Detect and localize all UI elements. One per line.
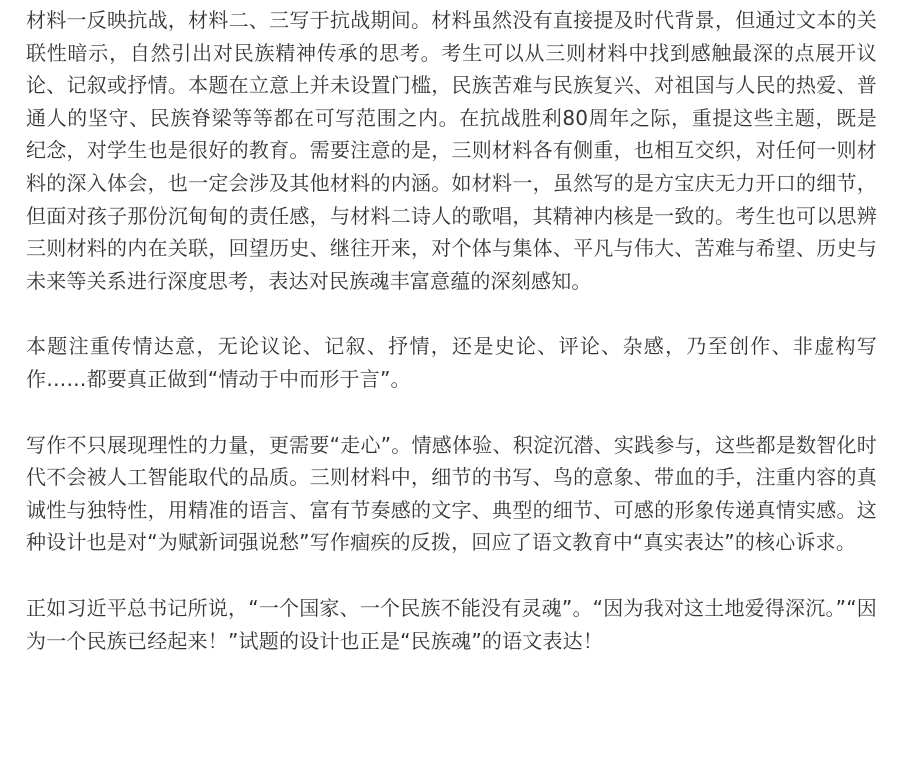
paragraph-national-soul: 正如习近平总书记所说，“一个国家、一个民族不能没有灵魂”。“因为我对这土地爱得深沉。”“因为一个民族已经起来！”试题的设计也正是“民族魂”的语文表达！ [26,595,877,653]
paragraph-material-analysis: 材料一反映抗战，材料二、三写于抗战期间。材料虽然没有直接提及时代背景，但通过文本的关联性暗示，自然引出对民族精神传承的思考。考生可以从三则材料中找到感触最深的点展开议论、记叙或抒情。本题在立意上并未设置门槛，民族苦难与民族复兴、对祖国与人民的热爱、普通人的坚守、民族脊梁等等都在可写范围之内。在抗战胜利80周年之际，重提这些主题，既是纪念，对学生也是很好的教育。需要注意的是，三则材料各有侧重，也相互交织，对任何一则材料的深入体会，也一定会涉及其他材料的内涵。如材料一，虽然写的是方宝庆无力开口的细节，但面对孩子那份沉甸甸的责任感，与材料二诗人的歌唱，其精神内核是一致的。考生也可以思辨三则材料的内在关联，回望历史、继往开来，对个体与集体、平凡与伟大、苦难与希望、历史与未来等关系进行深度思考，表达对民族魂丰富意蕴的深刻感知。 [26,8,877,293]
paragraph-expression-requirement: 本题注重传情达意，无论议论、记叙、抒情，还是史论、评论、杂感，乃至创作、非虚构写作……都要真正做到“情动于中而形于言”。 [26,334,877,391]
paragraph-writing-with-heart: 写作不只展现理性的力量，更需要“走心”。情感体验、积淀沉潜、实践参与，这些都是数智化时代不会被人工智能取代的品质。三则材料中，细节的书写、鸟的意象、带血的手，注重内容的真诚性与独特性，用精准的语言、富有节奏感的文字、典型的细节、可感的形象传递真情实感。这种设计也是对“为赋新词强说愁”写作痼疾的反拨，回应了语文教育中“真实表达”的核心诉求。 [26,432,877,555]
